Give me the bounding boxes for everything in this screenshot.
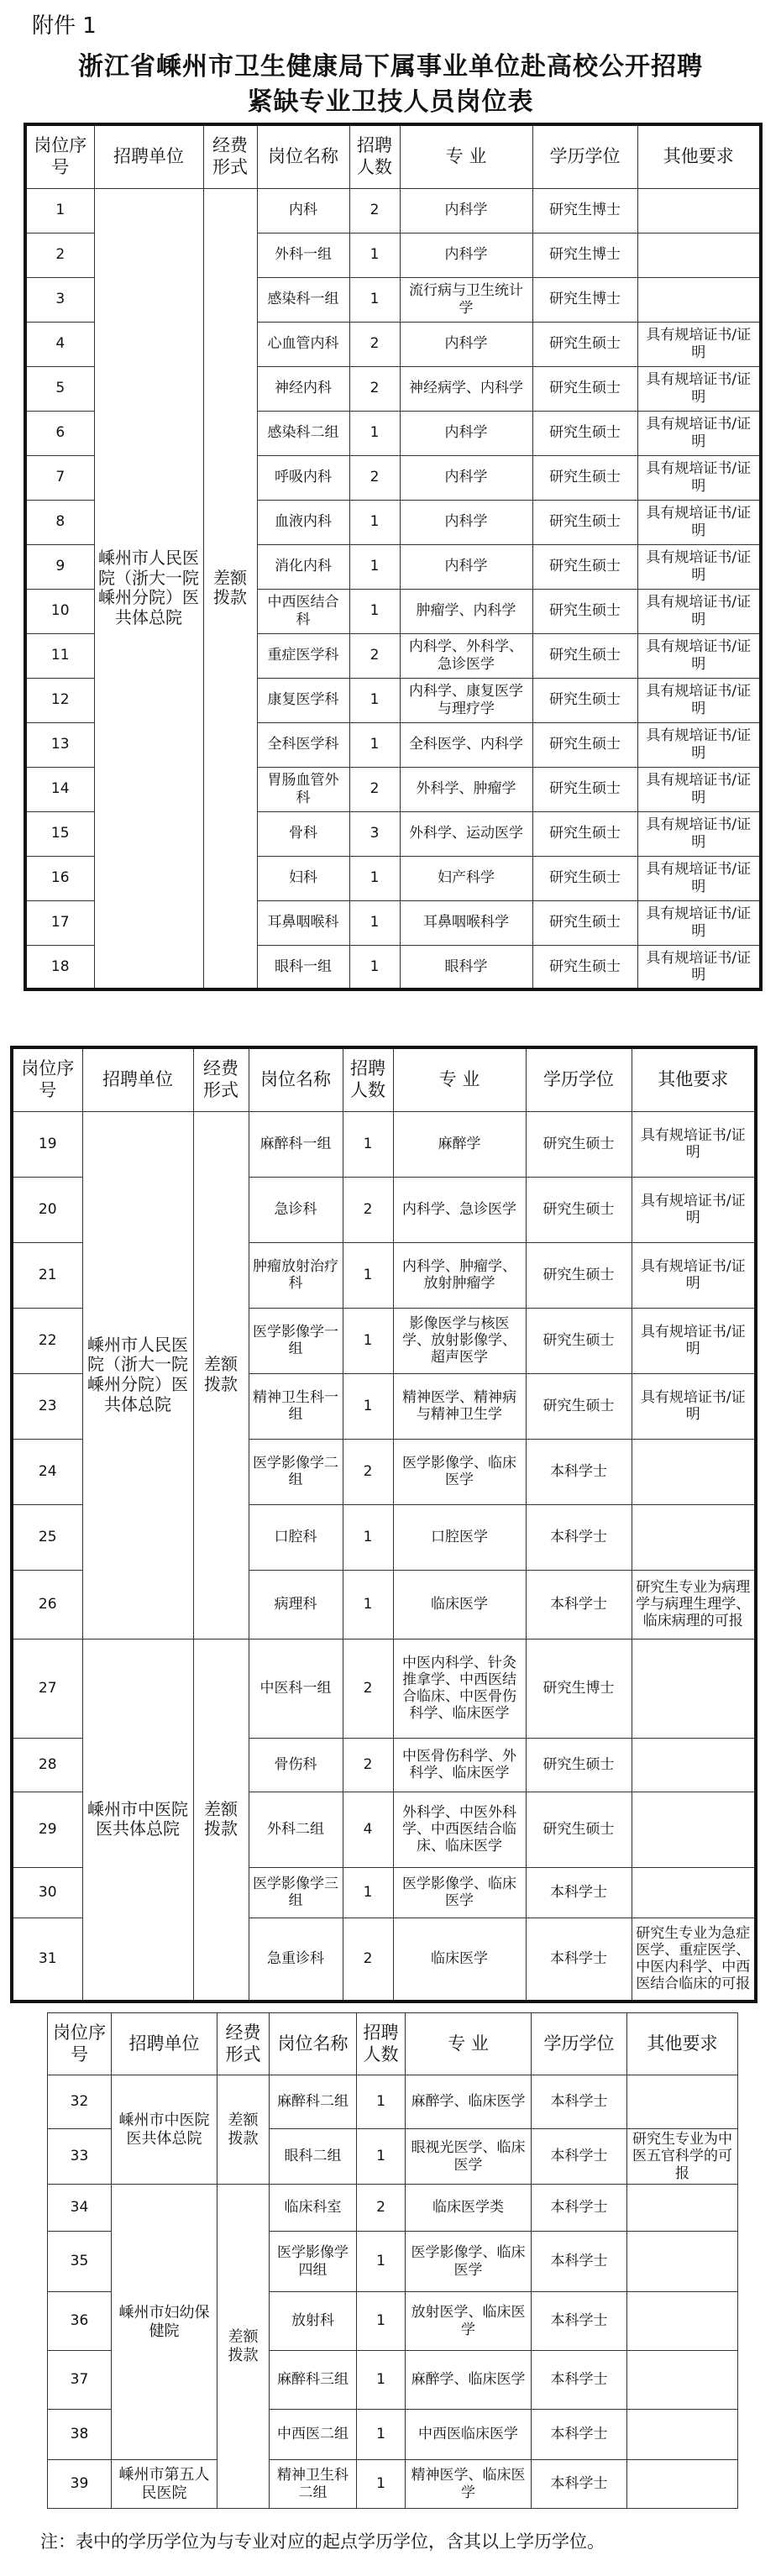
page-title: 浙江省嵊州市卫生健康局下属事业单位赴高校公开招聘	[78, 52, 703, 81]
cell-count: 1	[343, 1373, 393, 1439]
cell-post-no: 32	[48, 2075, 112, 2129]
header-unit: 招聘单位	[82, 1047, 193, 1111]
cell-major: 眼视光医学、临床医学	[406, 2129, 532, 2185]
cell-post-no: 19	[12, 1111, 82, 1177]
cell-post-name: 重症医学科	[257, 633, 349, 678]
cell-other: 具有规培证书/证明	[637, 366, 761, 411]
cell-count: 1	[343, 1242, 393, 1308]
cell-post-name: 神经内科	[257, 366, 349, 411]
cell-other	[637, 277, 761, 322]
footnote: 注：表中的学历学位为与专业对应的起点学历学位，含其以上学历学位。	[40, 2531, 605, 2552]
table-row	[48, 2460, 738, 2509]
cell-post-name: 医学影像学二组	[249, 1439, 343, 1504]
cell-post-no: 39	[48, 2460, 112, 2509]
cell-other: 具有规培证书/证明	[637, 633, 761, 678]
cell-post-name: 外科二组	[249, 1792, 343, 1867]
cell-major: 肿瘤学、内科学	[400, 589, 532, 633]
cell-other: 具有规培证书/证明	[637, 500, 761, 544]
cell-other: 具有规培证书/证明	[632, 1308, 756, 1373]
cell-post-no: 24	[12, 1439, 82, 1504]
cell-major: 中西医临床医学	[406, 2410, 532, 2460]
cell-major: 医学影像学、临床医学	[393, 1439, 526, 1504]
cell-funding: 差额拨款	[218, 2075, 270, 2185]
cell-post-name: 急诊科	[249, 1177, 343, 1242]
cell-count: 1	[357, 2292, 406, 2351]
header-major: 专 业	[406, 2013, 532, 2075]
cell-post-no: 30	[12, 1867, 82, 1918]
cell-other: 具有规培证书/证明	[637, 678, 761, 722]
cell-other: 具有规培证书/证明	[637, 856, 761, 900]
cell-major: 内科学	[400, 188, 532, 233]
cell-post-no: 18	[25, 945, 94, 989]
cell-post-name: 外科一组	[257, 233, 349, 277]
cell-post-name: 胃肠血管外科	[257, 767, 349, 811]
cell-degree: 研究生硕士	[532, 455, 637, 500]
cell-other	[632, 1738, 756, 1792]
cell-degree: 本科学士	[526, 1570, 632, 1639]
cell-post-no: 38	[48, 2410, 112, 2460]
cell-other: 具有规培证书/证明	[637, 722, 761, 767]
cell-post-no: 31	[12, 1918, 82, 2002]
cell-major: 外科学、运动医学	[400, 811, 532, 856]
cell-post-no: 25	[12, 1504, 82, 1570]
cell-other: 具有规培证书/证明	[632, 1111, 756, 1177]
cell-count: 1	[357, 2351, 406, 2410]
cell-count: 2	[349, 188, 400, 233]
cell-major: 内科学	[400, 411, 532, 455]
cell-count: 2	[343, 1738, 393, 1792]
cell-other	[627, 2185, 738, 2232]
cell-post-name: 心血管内科	[257, 322, 349, 366]
cell-other	[637, 233, 761, 277]
table-header	[12, 1047, 756, 1111]
cell-degree: 研究生博士	[532, 233, 637, 277]
cell-degree: 研究生硕士	[532, 544, 637, 589]
cell-post-name: 眼科一组	[257, 945, 349, 989]
cell-other	[632, 1439, 756, 1504]
cell-post-name: 医学影像学三组	[249, 1867, 343, 1918]
cell-degree: 研究生硕士	[532, 811, 637, 856]
cell-count: 1	[357, 2460, 406, 2509]
cell-unit: 嵊州市第五人民医院	[112, 2460, 218, 2509]
cell-count: 1	[349, 589, 400, 633]
cell-degree: 研究生博士	[526, 1639, 632, 1738]
cell-other: 具有规培证书/证明	[637, 589, 761, 633]
cell-other	[627, 2292, 738, 2351]
cell-post-no: 20	[12, 1177, 82, 1242]
cell-major: 流行病与卫生统计学	[400, 277, 532, 322]
cell-degree: 研究生硕士	[526, 1111, 632, 1177]
cell-post-no: 37	[48, 2351, 112, 2410]
cell-count: 2	[343, 1177, 393, 1242]
cell-degree: 本科学士	[532, 2410, 627, 2460]
cell-post-name: 麻醉科一组	[249, 1111, 343, 1177]
cell-other	[627, 2351, 738, 2410]
cell-post-no: 35	[48, 2232, 112, 2292]
cell-other: 具有规培证书/证明	[637, 767, 761, 811]
header-post-no: 岗位序号	[48, 2013, 112, 2075]
cell-degree: 研究生硕士	[532, 722, 637, 767]
cell-other: 具有规培证书/证明	[632, 1373, 756, 1439]
cell-count: 1	[343, 1867, 393, 1918]
cell-post-no: 29	[12, 1792, 82, 1867]
cell-degree: 研究生硕士	[532, 856, 637, 900]
cell-major: 麻醉学、临床医学	[406, 2351, 532, 2410]
cell-count: 2	[349, 322, 400, 366]
header-other: 其他要求	[637, 124, 761, 188]
cell-count: 1	[343, 1111, 393, 1177]
cell-major: 内科学	[400, 500, 532, 544]
cell-count: 1	[349, 900, 400, 945]
table-row	[48, 2075, 738, 2129]
header-funding: 经费形式	[193, 1047, 249, 1111]
cell-degree: 研究生博士	[532, 188, 637, 233]
table-row	[48, 2185, 738, 2232]
cell-major: 外科学、肿瘤学	[400, 767, 532, 811]
cell-post-name: 眼科二组	[270, 2129, 357, 2185]
cell-count: 1	[349, 411, 400, 455]
cell-major: 全科医学、内科学	[400, 722, 532, 767]
cell-count: 2	[349, 633, 400, 678]
cell-major: 精神医学、精神病与精神卫生学	[393, 1373, 526, 1439]
cell-post-no: 2	[25, 233, 94, 277]
cell-count: 2	[343, 1439, 393, 1504]
table-row	[12, 1111, 756, 1177]
cell-funding: 差额拨款	[193, 1639, 249, 2002]
cell-post-name: 中西医二组	[270, 2410, 357, 2460]
cell-post-no: 16	[25, 856, 94, 900]
table-part-3	[0, 2012, 781, 2509]
cell-count: 1	[357, 2129, 406, 2185]
cell-post-no: 3	[25, 277, 94, 322]
header-degree: 学历学位	[526, 1047, 632, 1111]
cell-other	[632, 1792, 756, 1867]
cell-major: 内科学	[400, 322, 532, 366]
table-row	[12, 1639, 756, 1738]
cell-other	[627, 2075, 738, 2129]
cell-degree: 研究生硕士	[526, 1373, 632, 1439]
cell-post-name: 精神卫生科二组	[270, 2460, 357, 2509]
table-part-2	[0, 1046, 781, 2003]
cell-post-no: 26	[12, 1570, 82, 1639]
cell-post-no: 7	[25, 455, 94, 500]
header-count: 招聘人数	[357, 2013, 406, 2075]
cell-other: 具有规培证书/证明	[637, 411, 761, 455]
header-major: 专 业	[400, 124, 532, 188]
cell-other: 具有规培证书/证明	[632, 1177, 756, 1242]
header-major: 专 业	[393, 1047, 526, 1111]
cell-degree: 本科学士	[532, 2129, 627, 2185]
header-other: 其他要求	[632, 1047, 756, 1111]
cell-post-name: 医学影像学一组	[249, 1308, 343, 1373]
cell-post-name: 妇科	[257, 856, 349, 900]
cell-post-name: 临床科室	[270, 2185, 357, 2232]
cell-post-name: 医学影像学四组	[270, 2232, 357, 2292]
cell-count: 3	[349, 811, 400, 856]
cell-post-name: 病理科	[249, 1570, 343, 1639]
cell-major: 口腔医学	[393, 1504, 526, 1570]
cell-other: 具有规培证书/证明	[637, 811, 761, 856]
cell-major: 耳鼻咽喉科学	[400, 900, 532, 945]
cell-major: 医学影像学、临床医学	[393, 1867, 526, 1918]
header-post-name: 岗位名称	[270, 2013, 357, 2075]
cell-post-no: 22	[12, 1308, 82, 1373]
cell-degree: 研究生硕士	[526, 1242, 632, 1308]
cell-other: 研究生专业为病理学与病理生理学、临床病理的可报	[632, 1570, 756, 1639]
cell-post-name: 麻醉科三组	[270, 2351, 357, 2410]
cell-funding: 差额拨款	[218, 2185, 270, 2509]
cell-degree: 研究生硕士	[526, 1792, 632, 1867]
cell-post-no: 12	[25, 678, 94, 722]
cell-post-no: 13	[25, 722, 94, 767]
cell-post-no: 10	[25, 589, 94, 633]
cell-other: 研究生专业为中医五官科学的可报	[627, 2129, 738, 2185]
header-funding: 经费形式	[203, 124, 257, 188]
cell-degree: 研究生博士	[532, 277, 637, 322]
cell-degree: 本科学士	[532, 2351, 627, 2410]
cell-major: 内科学	[400, 544, 532, 589]
cell-funding: 差额拨款	[193, 1111, 249, 1639]
cell-degree: 研究生硕士	[532, 411, 637, 455]
cell-post-name: 麻醉科二组	[270, 2075, 357, 2129]
header-post-no: 岗位序号	[12, 1047, 82, 1111]
cell-degree: 本科学士	[532, 2292, 627, 2351]
cell-count: 1	[349, 277, 400, 322]
cell-post-no: 11	[25, 633, 94, 678]
cell-other	[637, 188, 761, 233]
header-degree: 学历学位	[532, 2013, 627, 2075]
cell-post-name: 感染科二组	[257, 411, 349, 455]
cell-other	[627, 2232, 738, 2292]
cell-major: 神经病学、内科学	[400, 366, 532, 411]
cell-count: 1	[349, 722, 400, 767]
cell-major: 临床医学	[393, 1918, 526, 2002]
cell-degree: 研究生硕士	[532, 500, 637, 544]
cell-degree: 研究生硕士	[526, 1308, 632, 1373]
cell-degree: 本科学士	[526, 1504, 632, 1570]
cell-degree: 研究生硕士	[532, 322, 637, 366]
header-post-name: 岗位名称	[249, 1047, 343, 1111]
cell-post-name: 口腔科	[249, 1504, 343, 1570]
cell-count: 1	[349, 233, 400, 277]
cell-degree: 本科学士	[526, 1867, 632, 1918]
cell-post-name: 肿瘤放射治疗科	[249, 1242, 343, 1308]
cell-count: 4	[343, 1792, 393, 1867]
cell-other: 具有规培证书/证明	[637, 455, 761, 500]
cell-major: 放射医学、临床医学	[406, 2292, 532, 2351]
cell-count: 1	[357, 2410, 406, 2460]
cell-other: 具有规培证书/证明	[637, 322, 761, 366]
cell-degree: 本科学士	[532, 2185, 627, 2232]
cell-major: 内科学、外科学、急诊医学	[400, 633, 532, 678]
header-other: 其他要求	[627, 2013, 738, 2075]
cell-major: 临床医学类	[406, 2185, 532, 2232]
cell-count: 1	[349, 945, 400, 989]
cell-degree: 本科学士	[526, 1439, 632, 1504]
cell-post-no: 34	[48, 2185, 112, 2232]
cell-post-name: 消化内科	[257, 544, 349, 589]
annex-label: 附件 1	[32, 13, 97, 39]
cell-count: 1	[349, 678, 400, 722]
cell-post-name: 放射科	[270, 2292, 357, 2351]
cell-post-name: 血液内科	[257, 500, 349, 544]
header-post-no: 岗位序号	[25, 124, 94, 188]
table-header	[48, 2013, 738, 2075]
cell-major: 临床医学	[393, 1570, 526, 1639]
cell-post-no: 9	[25, 544, 94, 589]
cell-post-name: 精神卫生科一组	[249, 1373, 343, 1439]
cell-other: 具有规培证书/证明	[637, 544, 761, 589]
cell-count: 1	[357, 2232, 406, 2292]
cell-unit: 嵊州市中医院医共体总院	[112, 2075, 218, 2185]
cell-count: 1	[343, 1570, 393, 1639]
cell-degree: 研究生硕士	[532, 589, 637, 633]
cell-other: 具有规培证书/证明	[637, 945, 761, 989]
cell-post-no: 1	[25, 188, 94, 233]
cell-other	[632, 1504, 756, 1570]
cell-count: 2	[349, 366, 400, 411]
cell-count: 1	[349, 500, 400, 544]
cell-major: 内科学、肿瘤学、放射肿瘤学	[393, 1242, 526, 1308]
cell-degree: 研究生硕士	[532, 633, 637, 678]
cell-major: 影像医学与核医学、放射影像学、超声医学	[393, 1308, 526, 1373]
table-header	[25, 124, 761, 188]
cell-post-name: 康复医学科	[257, 678, 349, 722]
cell-post-name: 中医科一组	[249, 1639, 343, 1738]
cell-unit: 嵊州市妇幼保健院	[112, 2185, 218, 2460]
cell-post-no: 14	[25, 767, 94, 811]
cell-unit: 嵊州市人民医院（浙大一院嵊州分院）医共体总院	[94, 188, 203, 989]
cell-major: 眼科学	[400, 945, 532, 989]
cell-degree: 研究生硕士	[526, 1177, 632, 1242]
cell-major: 内科学、康复医学与理疗学	[400, 678, 532, 722]
cell-post-no: 27	[12, 1639, 82, 1738]
cell-count: 1	[343, 1308, 393, 1373]
cell-count: 1	[357, 2075, 406, 2129]
cell-degree: 研究生硕士	[532, 945, 637, 989]
cell-count: 2	[343, 1918, 393, 2002]
cell-post-no: 8	[25, 500, 94, 544]
header-count: 招聘人数	[349, 124, 400, 188]
cell-other: 具有规培证书/证明	[632, 1242, 756, 1308]
cell-unit: 嵊州市人民医院（浙大一院嵊州分院）医共体总院	[82, 1111, 193, 1639]
header-post-name: 岗位名称	[257, 124, 349, 188]
cell-post-name: 急重诊科	[249, 1918, 343, 2002]
cell-other	[632, 1867, 756, 1918]
cell-count: 2	[349, 767, 400, 811]
cell-degree: 研究生硕士	[532, 678, 637, 722]
cell-post-no: 28	[12, 1738, 82, 1792]
cell-major: 精神医学、临床医学	[406, 2460, 532, 2509]
cell-degree: 本科学士	[532, 2075, 627, 2129]
cell-other	[627, 2410, 738, 2460]
cell-other	[627, 2460, 738, 2509]
cell-post-no: 33	[48, 2129, 112, 2185]
cell-post-no: 17	[25, 900, 94, 945]
table-row	[25, 188, 761, 233]
cell-post-name: 呼吸内科	[257, 455, 349, 500]
cell-post-no: 4	[25, 322, 94, 366]
cell-funding: 差额拨款	[203, 188, 257, 989]
table-part-1	[0, 123, 781, 991]
cell-count: 1	[343, 1504, 393, 1570]
cell-major: 中医内科学、针灸推拿学、中西医结合临床、中医骨伤科学、临床医学	[393, 1639, 526, 1738]
cell-post-name: 中西医结合科	[257, 589, 349, 633]
cell-post-name: 骨科	[257, 811, 349, 856]
cell-degree: 研究生硕士	[526, 1738, 632, 1792]
cell-degree: 本科学士	[532, 2232, 627, 2292]
header-degree: 学历学位	[532, 124, 637, 188]
cell-post-no: 36	[48, 2292, 112, 2351]
cell-post-no: 23	[12, 1373, 82, 1439]
cell-post-name: 耳鼻咽喉科	[257, 900, 349, 945]
cell-degree: 研究生硕士	[532, 900, 637, 945]
cell-post-name: 骨伤科	[249, 1738, 343, 1792]
cell-major: 妇产科学	[400, 856, 532, 900]
header-unit: 招聘单位	[94, 124, 203, 188]
cell-post-name: 全科医学科	[257, 722, 349, 767]
page-subtitle: 紧缺专业卫技人员岗位表	[247, 87, 534, 117]
cell-major: 中医骨伤科学、外科学、临床医学	[393, 1738, 526, 1792]
cell-other	[632, 1639, 756, 1738]
cell-major: 医学影像学、临床医学	[406, 2232, 532, 2292]
cell-major: 内科学、急诊医学	[393, 1177, 526, 1242]
cell-count: 1	[349, 544, 400, 589]
cell-count: 2	[357, 2185, 406, 2232]
cell-major: 外科学、中医外科学、中西医结合临床、临床医学	[393, 1792, 526, 1867]
cell-unit: 嵊州市中医院医共体总院	[82, 1639, 193, 2002]
cell-major: 麻醉学	[393, 1111, 526, 1177]
cell-degree: 研究生硕士	[532, 767, 637, 811]
cell-other: 具有规培证书/证明	[637, 900, 761, 945]
cell-post-no: 5	[25, 366, 94, 411]
cell-major: 内科学	[400, 455, 532, 500]
cell-post-no: 21	[12, 1242, 82, 1308]
cell-count: 2	[349, 455, 400, 500]
cell-major: 内科学	[400, 233, 532, 277]
cell-post-name: 感染科一组	[257, 277, 349, 322]
cell-degree: 本科学士	[532, 2460, 627, 2509]
cell-post-no: 6	[25, 411, 94, 455]
cell-post-name: 内科	[257, 188, 349, 233]
header-funding: 经费形式	[218, 2013, 270, 2075]
cell-degree: 本科学士	[526, 1918, 632, 2002]
cell-major: 麻醉学、临床医学	[406, 2075, 532, 2129]
cell-degree: 研究生硕士	[532, 366, 637, 411]
cell-count: 1	[349, 856, 400, 900]
cell-post-no: 15	[25, 811, 94, 856]
cell-other: 研究生专业为急症医学、重症医学、中医内科学、中西医结合临床的可报	[632, 1918, 756, 2002]
cell-count: 2	[343, 1639, 393, 1738]
header-unit: 招聘单位	[112, 2013, 218, 2075]
header-count: 招聘人数	[343, 1047, 393, 1111]
